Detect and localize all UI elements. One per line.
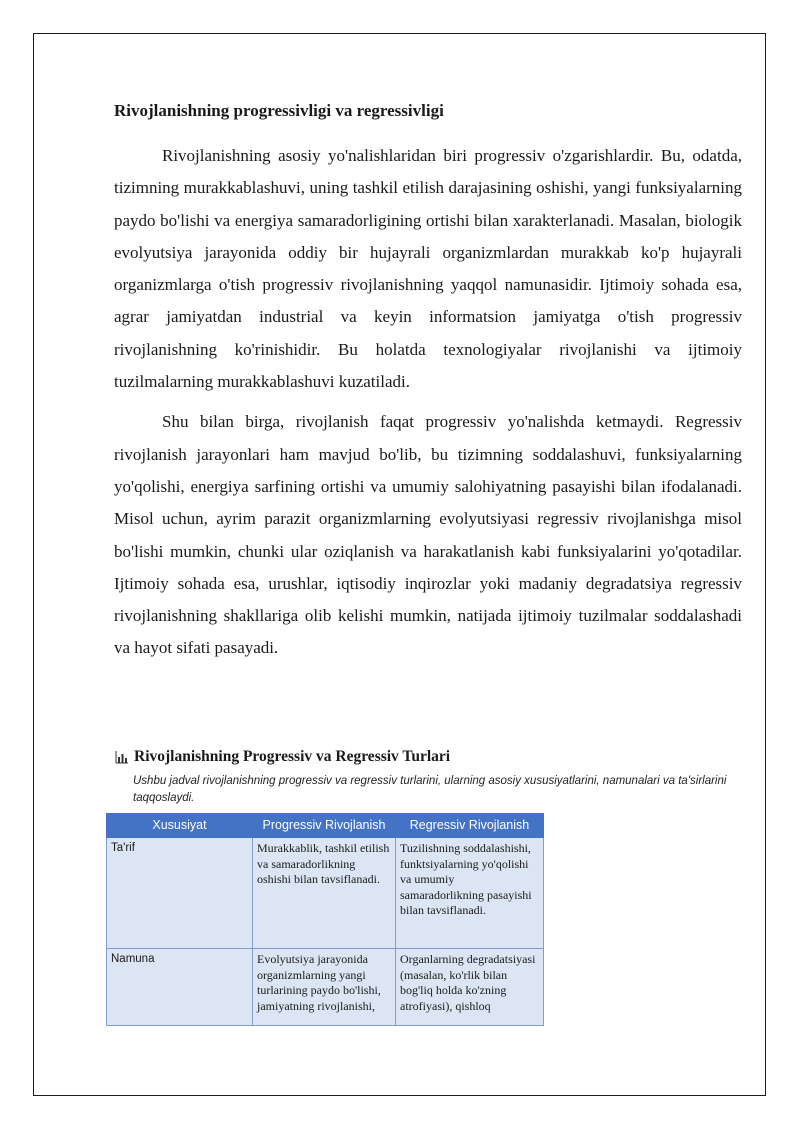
document-title: Rivojlanishning progressivligi va regressivligi [114, 101, 444, 120]
row-label-example: Namuna [107, 949, 253, 1026]
document-body [114, 98, 742, 673]
table-heading-text: Rivojlanishning Progressiv va Regressiv Turlari [134, 748, 451, 765]
cell-regressive-definition: Tuzilishning soddalashishi, funktsiyalarning yo'qolishi va umumiy samaradorlikning pasayishi bilan tavsiflanadi. [396, 838, 544, 949]
column-header-regressive: Regressiv Rivojlanish [396, 814, 544, 838]
table-description: Ushbu jadval rivojlanishning progressiv va regressiv turlarini, ularning asosiy xususiyatlarini, namunalari va ta'sirlarini taqqoslaydi. [133, 775, 727, 804]
row-label-definition: Ta'rif [107, 838, 253, 949]
column-header-progressive: Progressiv Rivojlanish [253, 814, 396, 838]
paragraph-progressive: Rivojlanishning asosiy yo'nalishlaridan biri progressiv o'zgarishlardir. Bu, odatda, tizimning murakkablashuvi, uning tashkil etilish darajasining oshishi, yangi funksiyalarning paydo bo'lishi va energiya samaradorligining ortishi bilan xarakterlanadi. Masalan, biologik evolyutsiya jarayonida oddiy bir hujayrali organizmlardan murakkab ko'p hujayrali organizmlarga o'tish progressiv rivojlanishning yaqqol namunasidir. Ijtimoiy sohada esa, agrar jamiyatdan industrial va keyin informatsion jamiyatga o'tish progressiv rivojlanishning ko'rinishidir. Bu holatda texnologiyalar rivojlanishi va ijtimoiy tuzilmalarning murakkablashuvi kuzatiladi. [114, 146, 742, 392]
table-row [107, 949, 544, 1026]
table-section [111, 748, 735, 1026]
table-heading [115, 748, 735, 766]
bar-chart-icon [115, 751, 128, 764]
cell-progressive-definition: Murakkablik, tashkil etilish va samaradorlikning oshishi bilan tavsiflanadi. [253, 838, 396, 949]
table-row [107, 838, 544, 949]
paragraph-regressive: Shu bilan birga, rivojlanish faqat progressiv yo'nalishda ketmaydi. Regressiv rivojlanish jarayonlari ham mavjud bo'lib, bu tizimning soddalashuvi, funksiyalarning yo'qolishi, energiya sarfining ortishi va umumiy salohiyatning pasayishi bilan ifodalanadi. Misol uchun, ayrim parazit organizmlarning evolyutsiyasi regressiv rivojlanishga misol bo'lishi mumkin, chunki ular oziqlanish va harakatlanish kabi funksiyalarini yo'qotadilar. Ijtimoiy sohada esa, urushlar, iqtisodiy inqirozlar yoki madaniy degradatsiya regressiv rivojlanishning shakllariga olib kelishi mumkin, natijada ijtimoiy tuzilmalar soddalashadi va hayot sifati pasayadi. [114, 412, 742, 658]
cell-progressive-example: Evolyutsiya jarayonida organizmlarning yangi turlarining paydo bo'lishi, jamiyatning rivojlanishi, [253, 949, 396, 1026]
table-header-row [107, 814, 544, 838]
column-header-feature: Xususiyat [107, 814, 253, 838]
comparison-table [106, 813, 544, 1026]
cell-regressive-example: Organlarning degradatsiyasi (masalan, ko'rlik bilan bog'liq holda ko'zning atrofiyasi), qishloq [396, 949, 544, 1026]
